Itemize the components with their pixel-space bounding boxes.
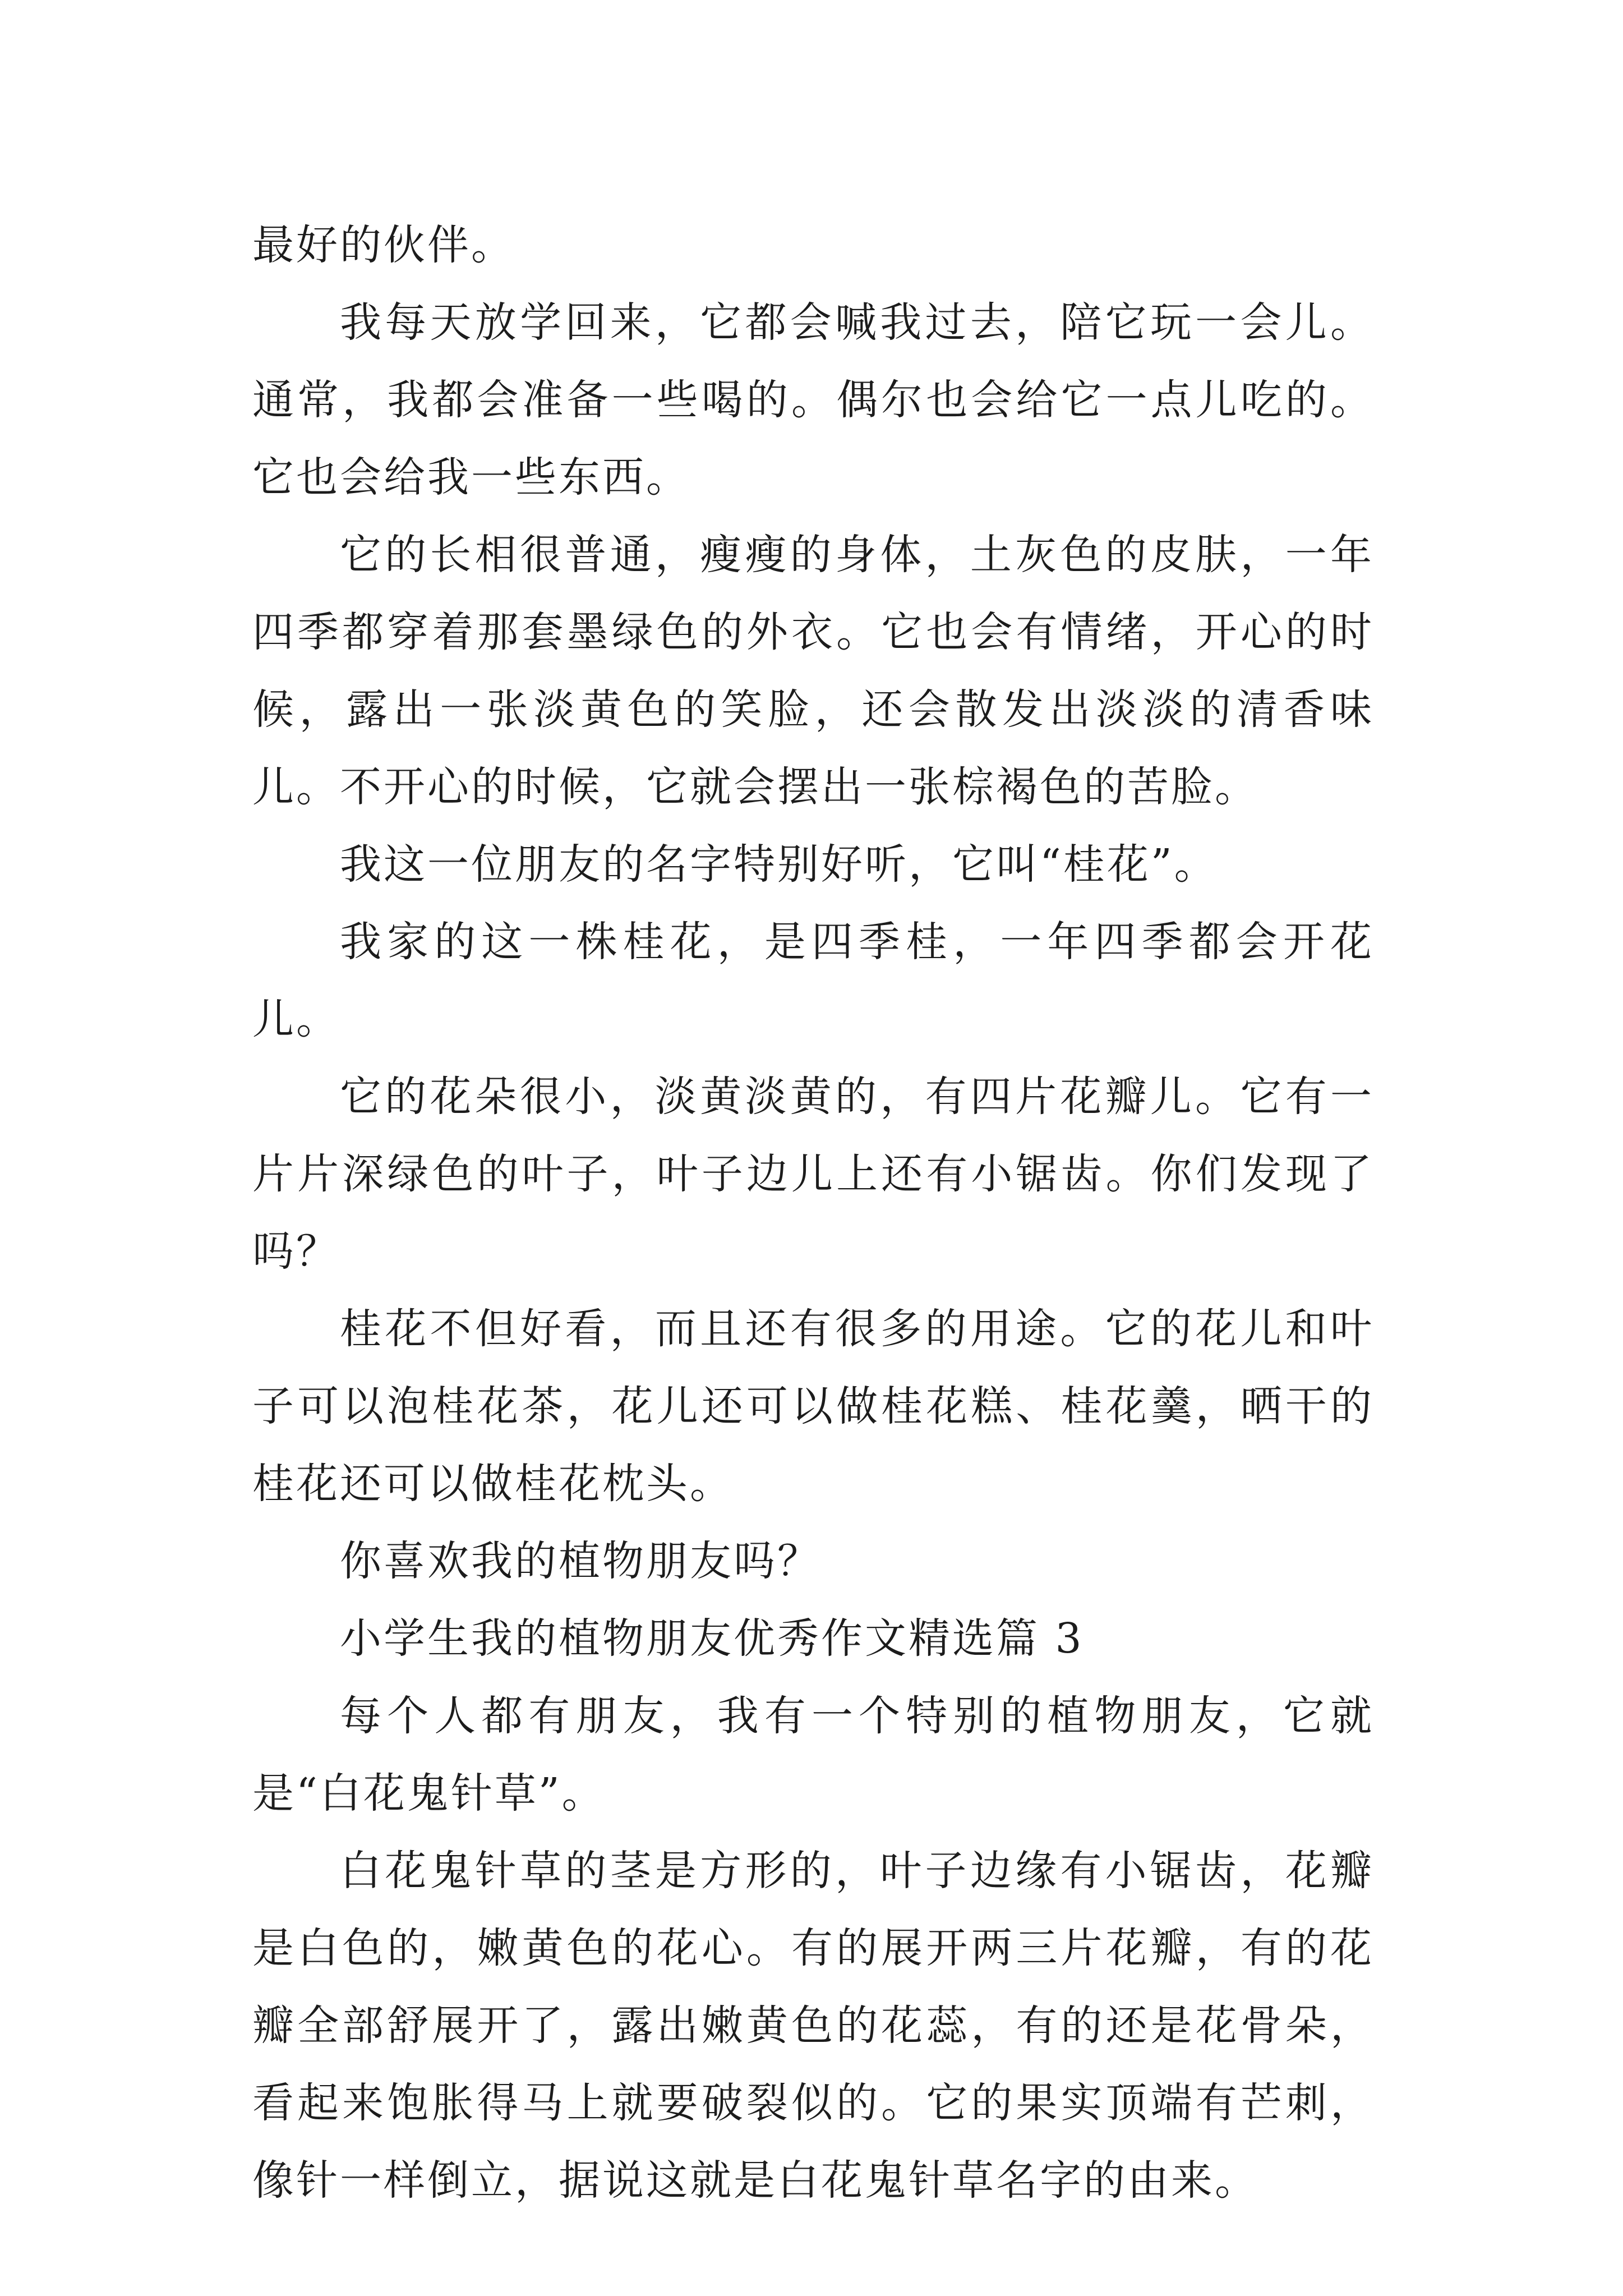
paragraph: 我这一位朋友的名字特别好听，它叫“桂花”。 bbox=[340, 840, 1218, 889]
paragraph: 白花鬼针草的茎是方形的，叶子边缘有小锯齿，花瓣是白色的，嫩黄色的花心。有的展开两三片花瓣，有的花瓣全部舒展开了，露出嫩黄色的花蕊，有的还是花骨朵，看起来饱胀得马上就要破裂似的。它的果实顶端有芒刺，像针一样倒立，据说这就是白花鬼针草名字的由来。 bbox=[252, 1847, 1374, 2205]
section-heading: 小学生我的植物朋友优秀作文精选篇 3 bbox=[340, 1614, 1084, 1663]
paragraph: 它的长相很普通，瘦瘦的身体，土灰色的皮肤，一年四季都穿着那套墨绿色的外衣。它也会有情绪，开心的时候，露出一张淡黄色的笑脸，还会散发出淡淡的清香味儿。不开心的时候，它就会摆出一张棕褐色的苦脸。 bbox=[252, 531, 1374, 811]
essay-body bbox=[252, 206, 1374, 2219]
paragraph: 我每天放学回来，它都会喊我过去，陪它玩一会儿。通常，我都会准备一些喝的。偶尔也会给它一点儿吃的。它也会给我一些东西。 bbox=[252, 298, 1374, 501]
paragraph: 你喜欢我的植物朋友吗？ bbox=[340, 1537, 821, 1585]
paragraph: 每个人都有朋友，我有一个特别的植物朋友，它就是“白花鬼针草”。 bbox=[252, 1692, 1374, 1818]
paragraph: 桂花不但好看，而且还有很多的用途。它的花儿和叶子可以泡桂花茶，花儿还可以做桂花糕、桂花羹，晒干的桂花还可以做桂花枕头。 bbox=[252, 1305, 1374, 1508]
paragraph: 它的花朵很小，淡黄淡黄的，有四片花瓣儿。它有一片片深绿色的叶子，叶子边儿上还有小锯齿。你们发现了吗？ bbox=[252, 1073, 1374, 1276]
paragraph: 最好的伙伴。 bbox=[252, 221, 515, 269]
paragraph: 我家的这一株桂花，是四季桂，一年四季都会开花儿。 bbox=[252, 918, 1374, 1043]
